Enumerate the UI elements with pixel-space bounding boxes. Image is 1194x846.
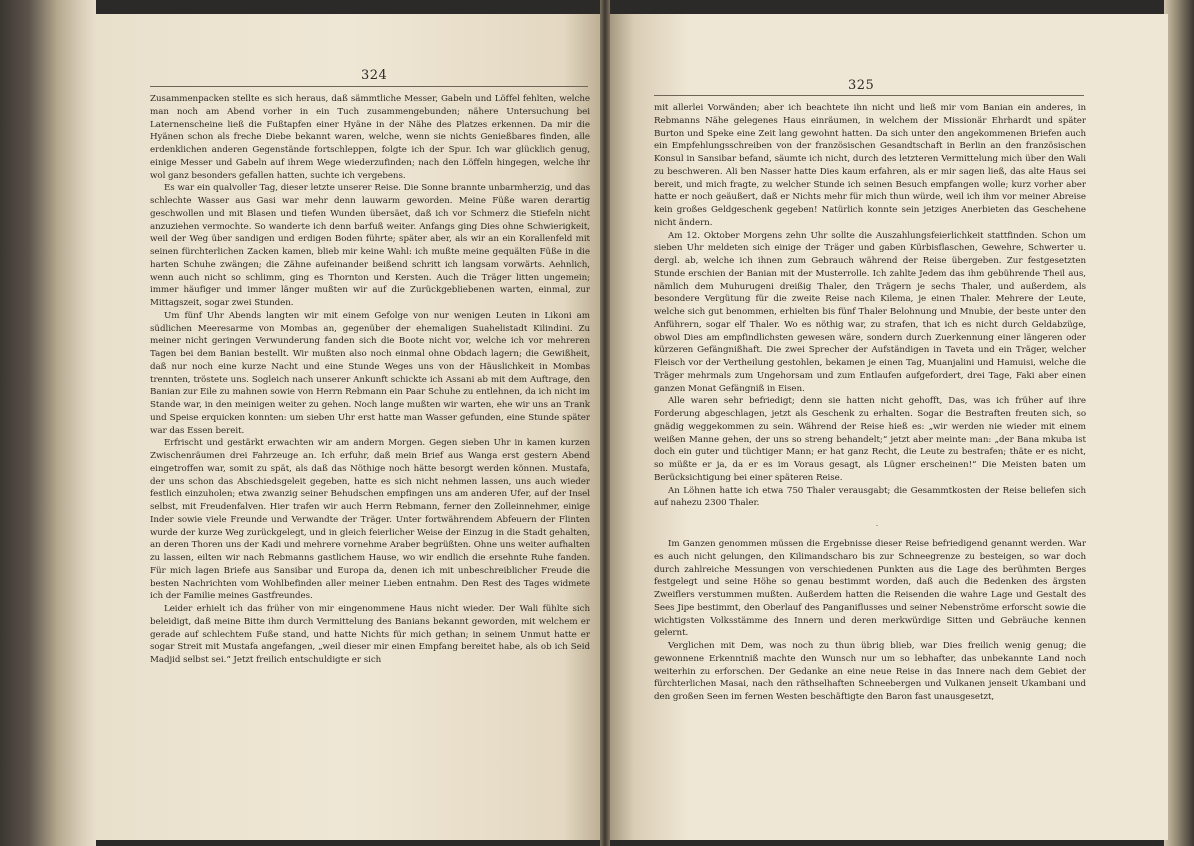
book-gutter xyxy=(600,0,610,846)
right-page-text xyxy=(654,102,1086,818)
paragraph: Leider erhielt ich das früher von mir eingenommene Haus nicht wieder. Der Wali fühlte sich beleidigt, daß meine Bitte ihm durch Vermittelung des Banians bekannt geworden, mit welchem er gerade auf schlechtem Fuße stand, und hatte Nichts für mich gethan; in seinem Unmut hatte er sogar Streit mit Mustafa angefangen, „weil dieser mir einen Empfang bereitet habe, als ob ich Seid Madjid selbst sei.“ Jetzt freilich entschuldigte er sich xyxy=(150,604,590,665)
book-edge-left xyxy=(0,0,96,846)
paragraph: Um fünf Uhr Abends langten wir mit einem Gefolge von nur wenigen Leuten in Likoni am südlichen Meeresarme von Mombas an, gegenüber der ehemaligen Suahelistadt Kilindini. Zu meiner nicht geringen Verwunderung fanden sich die Boote nicht vor, welche ich vor mehreren Tagen bei dem Banian bestellt. Wir mußten also noch einmal ohne Obdach lagern; die Gewißheit, daß nur noch eine kurze Nacht und eine Stunde Weges uns von der Häuslichkeit in Mombas trennten, tröstete uns. Sogleich nach unserer Ankunft schickte ich Assani ab mit dem Auftrage, den Banian zur Eile zu mahnen sowie von Herrn Rebmann ein Paar Schuhe zu entlehnen, da ich nicht im Stande war, in den meinigen weiter zu gehen. Noch lange mußten wir warten, ehe wir uns an Trank und Speise erquicken konnten: um sieben Uhr erst hatte man Wasser gefunden, eine Stunde später war das Essen bereit. xyxy=(150,310,590,436)
left-page-text xyxy=(150,93,590,813)
right-page-number: 325 xyxy=(848,78,875,93)
paragraph: Verglichen mit Dem, was noch zu thun übrig blieb, war Dies freilich wenig genug; die gewonnene Erkenntniß machte den Wunsch nur um so lebhafter, das unbekannte Land noch weiterhin zu erforschen. Der Gedanke an eine neue Reise in das Innere nach dem Gebiet der fürchterlichen Masai, nach den räthselhaften Schneebergen und Vulkanen jenseit Ukambani und den großen Seen im fernen Westen beschäftigte den Baron fast unausgesetzt, xyxy=(654,641,1086,702)
paragraph: An Löhnen hatte ich etwa 750 Thaler verausgabt; die Gesammtkosten der Reise beliefen sich auf nahezu 2300 Thaler. xyxy=(654,485,1086,509)
paragraph: Am 12. Oktober Morgens zehn Uhr sollte die Auszahlungsfeierlichkeit stattfinden. Schon um sieben Uhr meldeten sich einige der Träger und gaben Kürbisflaschen, Gewehre, Schwerter u. dergl. ab, welche ich ihnen zum Gebrauch während der Reise übergeben. Zur festgesetzten Stunde erschien der Banian mit der Musterrolle. Ich zahlte Jedem das ihm gebührende Theil aus, nämlich dem Muhurugeni dreißig Thaler, den Trägern je sechs Thaler, und außerdem, als besondere Vergütung für die zweite Reise nach Kilema, je einen Thaler. Mehrere der Leute, welche sich gut benommen, erhielten bis fünf Thaler Belohnung und Mnubie, der beste unter den Anführern, sogar elf Thaler. Wo es nöthig war, zu strafen, that ich es nicht durch Geldabzüge, obwol Dies am empfindlichsten gewesen wäre, sondern durch Zuerkennung einer längeren oder kürzeren Gefängnißhaft. Die zwei Sprecher der Aufständigen in Taveta und ein Träger, welcher Fleisch vor der Vertheilung gestohlen, bekamen je einen Tag, Muanjalini und Hamuisi, welche die Träger mehrmals zum Ungehorsam und zum Entlaufen aufgefordert, drei Tage, Faki aber einen ganzen Monat Gefängniß in Eisen. xyxy=(654,230,1086,394)
section-break: . xyxy=(875,519,879,528)
paragraph: Alle waren sehr befriedigt; denn sie hatten nicht gehofft, Das, was ich früher auf ihre Forderung abgeschlagen, jetzt als Geschenk zu erhalten. Sogar die Bestraften freuten sich, so gnädig weggekommen zu sein. Während der Reise hieß es: „wir werden nie wieder mit einem weißen Manne gehen, der uns so streng behandelt;“ jetzt aber meinte man: „der Bana mkuba ist doch ein guter und tüchtiger Mann; er hat ganz Recht, die Leute zu bestrafen; thäte er es nicht, so müßte er ja, da er es im Voraus gesagt, als Lügner erscheinen!“ Die Meisten baten um Berücksichtigung bei einer späteren Reise. xyxy=(654,396,1086,483)
left-header-rule xyxy=(150,86,588,87)
paragraph: Zusammenpacken stellte es sich heraus, daß sämmtliche Messer, Gabeln und Löffel fehlten, welche man noch am Abend vorher in ein Tuch zusammengebunden; nähere Untersuchung bei Laternenscheine ließ die Fußtapfen einer Hyäne in der Nähe des Platzes erkennen. Da mir die Hyänen schon als freche Diebe bekannt waren, welche, wenn sie nichts Genießbares finden, alle erdenklichen anderen Gegenstände fortschleppen, folgte ich der Spur. Ich war glücklich genug, einige Messer und Gabeln auf ihrem Wege wiederzufinden; nach den Löffeln hingegen, welche ihr wol ganz besonders gefallen hatten, suchte ich vergebens. xyxy=(150,94,590,181)
left-page-number: 324 xyxy=(361,68,388,83)
paragraph: Erfrischt und gestärkt erwachten wir am andern Morgen. Gegen sieben Uhr in kamen kurzen Zwischenräumen drei Fahrzeuge an. Ich erfuhr, daß mein Brief aus Wanga erst gestern Abend eingetroffen war, somit zu spät, als daß das Nöthige noch hätte besorgt werden können. Mustafa, der uns schon das Abschiedsgeleit gegeben, hatte es sich nicht nehmen lassen, uns auch wieder festlich einzuholen; etwa zwanzig seiner Behudschen empfingen uns am anderen Ufer, auf der Insel selbst, mit Freudenfalven. Hier trafen wir auch Herrn Rebmann, ferner den Zolleinnehmer, einige Inder sowie viele Freunde und Verwandte der Träger. Unter fortwährendem Abfeuern der Flinten wurde der kurze Weg zurückgelegt, und in gleich feierlicher Weise der Einzug in die Stadt gehalten, an deren Thoren uns der Kadi und mehrere vornehme Araber begrüßten. Ohne uns weiter aufhalten zu lassen, eilten wir nach Rebmanns gastlichem Hause, wo wir endlich die ersehnte Ruhe fanden. Für mich lagen Briefe aus Sansibar und Europa da, denen ich mit unbeschreiblicher Freude die besten Nachrichten vom Wohlbefinden aller meiner Lieben entnahm. Den Rest des Tages widmete ich der Familie meines Gastfreundes. xyxy=(150,438,590,602)
paragraph: Es war ein qualvoller Tag, dieser letzte unserer Reise. Die Sonne brannte unbarmherzig, und das schlechte Wasser aus Gasi war mehr denn lauwarm geworden. Meine Füße waren derartig geschwollen und mit Blasen und tiefen Wunden übersäet, daß ich vor Schmerz die Stiefeln nicht anzuziehen vermochte. So wanderte ich denn barfuß weiter. Anfangs ging Dies ohne Schwierigkeit, weil der Weg über sandigen und erdigen Boden führte; später aber, als wir an ein Korallenfeld mit seinen fürchterlichen Zacken kamen, blieb mir keine Wahl: ich mußte meine gequälten Füße in die harten Schuhe zwängen; die Zähne aufeinander beißend schritt ich langsam vorwärts. Aehnlich, wenn auch nicht so schlimm, ging es Thornton und Kersten. Auch die Träger litten ungemein; immer häufiger und immer länger mußten wir auf die Zurückgebliebenen warten, einmal, zur Mittagszeit, sogar zwei Stunden. xyxy=(150,183,590,308)
right-header-rule xyxy=(654,95,1084,96)
paragraph: Im Ganzen genommen müssen die Ergebnisse dieser Reise befriedigend genannt werden. War es auch nicht gelungen, den Kilimandscharo bis zur Schneegrenze zu besteigen, so war doch durch zahlreiche Messungen von verschiedenen Punkten aus die Lage des berühmten Berges festgelegt und seine Höhe so genau bestimmt worden, daß auch die Bedenken des ärgsten Zweiflers verstummen mußten. Außerdem hatten die Reisenden die wahre Lage und Gestalt des Sees Jipe bestimmt, den Oberlauf des Panganiflusses und seiner Nebenströme erforscht sowie die wichtigsten Volksstämme des Innern und deren merkwürdige Sitten und Gebräuche kennen gelernt. xyxy=(654,539,1086,639)
paragraph: mit allerlei Vorwänden; aber ich beachtete ihn nicht und ließ mir vom Banian ein anderes, in Rebmanns Nähe gelegenes Haus einräumen, in welchem der Missionär Ehrhardt und später Burton und Speke eine Zeit lang gewohnt hatten. Da sich unter den angekommenen Briefen auch ein Empfehlungsschreiben von der französischen Gesandtschaft in Berlin an den französischen Konsul in Sansibar befand, säumte ich nicht, durch des letzteren Vermittelung mich über den Wali zu beschweren. Ali ben Nasser hatte Dies kaum erfahren, als er mir sagen ließ, das alte Haus sei bereit, und mich fragte, zu welcher Stunde ich seinen Besuch empfangen wolle; kurz vorher aber hatte er noch geäußert, daß er Nichts mehr für mich thun würde, weil ich ihm vor meiner Abreise kein großes Geldgeschenk gegeben! Natürlich konnte sein jetziges Anerbieten das Geschehene nicht ändern. xyxy=(654,103,1086,228)
book-edge-right xyxy=(1164,0,1194,846)
